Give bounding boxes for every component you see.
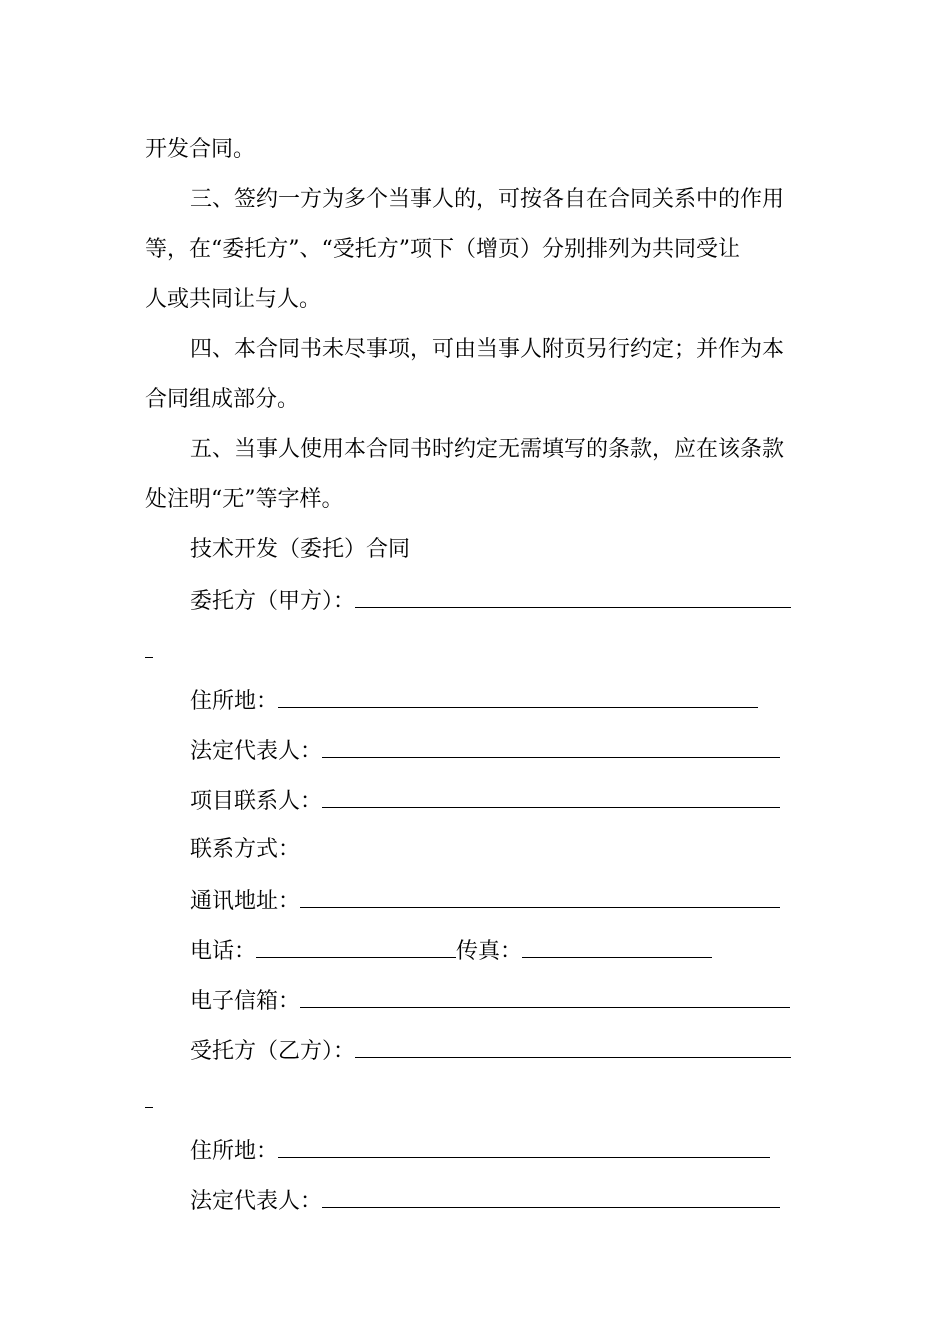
paragraph-line: 合同组成部分。: [145, 387, 300, 412]
address-label: 住所地：: [190, 689, 279, 714]
party-a-legal-rep-row: [190, 735, 780, 767]
legal-rep-blank[interactable]: [322, 735, 780, 758]
party-a-phone-fax-row: [190, 935, 712, 967]
party-a-address-row: [190, 685, 758, 717]
contact-label: 项目联系人：: [190, 789, 323, 814]
wrap-dash: [145, 657, 153, 658]
party-b-blank[interactable]: [355, 1035, 791, 1058]
party-a-row: [190, 585, 791, 617]
party-b-label: 受托方（乙方）：: [190, 1039, 356, 1064]
fax-blank[interactable]: [522, 935, 712, 958]
paragraph-line: 等，在“委托方”、“受托方”项下（增页）分别排列为共同受让: [145, 237, 740, 262]
party-b-legal-rep-row: [190, 1185, 780, 1217]
mail-address-blank[interactable]: [300, 885, 780, 908]
phone-blank[interactable]: [256, 935, 456, 958]
paragraph-line: 三、签约一方为多个当事人的，可按各自在合同关系中的作用: [190, 187, 785, 212]
phone-label: 电话：: [190, 939, 257, 964]
party-a-contact-row: [190, 785, 780, 817]
address-blank[interactable]: [278, 1135, 770, 1158]
party-a-mail-row: [190, 885, 780, 917]
paragraph-line: 人或共同让与人。: [145, 287, 322, 312]
party-a-email-row: [190, 985, 790, 1017]
legal-rep-label: 法定代表人：: [190, 1189, 323, 1214]
paragraph-line: 开发合同。: [145, 137, 256, 162]
address-blank[interactable]: [278, 685, 758, 708]
contract-title: 技术开发（委托）合同: [190, 537, 411, 562]
paragraph-line: 四、本合同书未尽事项，可由当事人附页另行约定；并作为本: [190, 337, 785, 362]
legal-rep-label: 法定代表人：: [190, 739, 323, 764]
legal-rep-blank[interactable]: [322, 1185, 780, 1208]
party-a-blank[interactable]: [355, 585, 791, 608]
party-a-label: 委托方（甲方）：: [190, 589, 356, 614]
fax-label: 传真：: [456, 939, 523, 964]
contact-method-label: 联系方式：: [190, 837, 301, 862]
paragraph-line: 处注明“无”等字样。: [145, 487, 344, 512]
address-label: 住所地：: [190, 1139, 279, 1164]
wrap-dash: [145, 1107, 153, 1108]
mail-address-label: 通讯地址：: [190, 889, 301, 914]
email-label: 电子信箱：: [190, 989, 301, 1014]
party-b-row: [190, 1035, 791, 1067]
party-b-address-row: [190, 1135, 770, 1167]
email-blank[interactable]: [300, 985, 790, 1008]
paragraph-line: 五、当事人使用本合同书时约定无需填写的条款，应在该条款: [190, 437, 785, 462]
contact-blank[interactable]: [322, 785, 780, 808]
